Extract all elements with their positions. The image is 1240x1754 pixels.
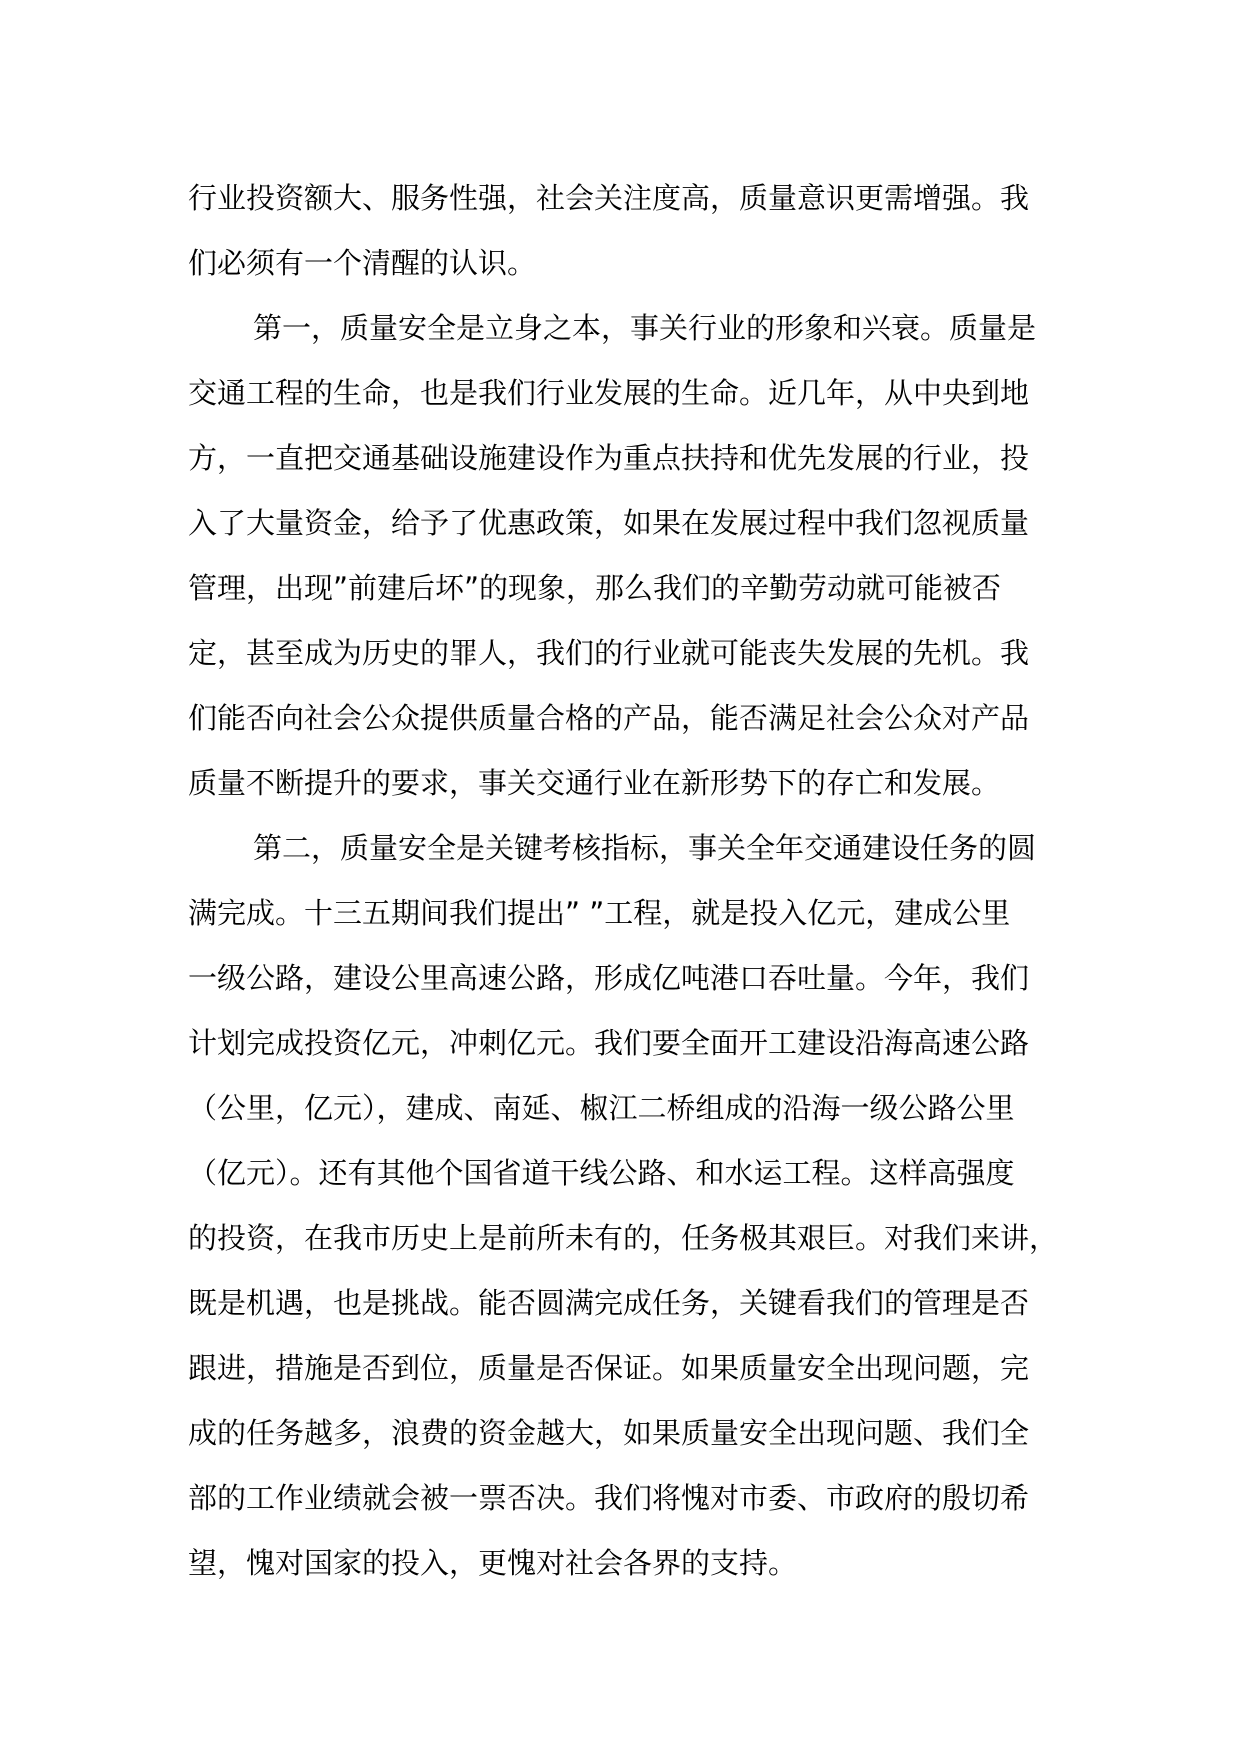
text-line: 们能否向社会公众提供质量合格的产品，能否满足社会公众对产品	[188, 701, 1030, 735]
text-line: 跟进，措施是否到位，质量是否保证。如果质量安全出现问题，完	[188, 1351, 1030, 1385]
document-body	[188, 166, 1088, 1596]
paragraph-second	[188, 816, 1088, 1596]
text-line: （亿元）。还有其他个国省道干线公路、和水运工程。这样高强度	[188, 1156, 1015, 1190]
text-line: 定，甚至成为历史的罪人，我们的行业就可能丧失发展的先机。我	[188, 636, 1030, 670]
text-line: 的投资，在我市历史上是前所未有的，任务极其艰巨。对我们来讲，	[188, 1221, 1059, 1255]
text-line: 交通工程的生命，也是我们行业发展的生命。近几年，从中央到地	[188, 376, 1030, 410]
text-line: 一级公路，建设公里高速公路，形成亿吨港口吞吐量。今年，我们	[188, 961, 1030, 995]
text-line: 入了大量资金，给予了优惠政策，如果在发展过程中我们忽视质量	[188, 506, 1030, 540]
text-line: 满完成。十三五期间我们提出” ”工程，就是投入亿元，建成公里	[188, 896, 1011, 930]
paragraph-intro	[188, 166, 1088, 296]
text-line: 第一，质量安全是立身之本，事关行业的形象和兴衰。质量是	[253, 311, 1037, 345]
text-line: 第二，质量安全是关键考核指标，事关全年交通建设任务的圆	[253, 831, 1037, 865]
text-line: 们必须有一个清醒的认识。	[188, 246, 537, 280]
text-line: 成的任务越多，浪费的资金越大，如果质量安全出现问题、我们全	[188, 1416, 1030, 1450]
text-line: 管理，出现”前建后坏”的现象，那么我们的辛勤劳动就可能被否	[188, 571, 1002, 605]
text-line: 质量不断提升的要求，事关交通行业在新形势下的存亡和发展。	[188, 766, 1001, 800]
text-line: 望，愧对国家的投入，更愧对社会各界的支持。	[188, 1546, 798, 1580]
text-line: 既是机遇，也是挑战。能否圆满完成任务，关键看我们的管理是否	[188, 1286, 1030, 1320]
text-line: 计划完成投资亿元，冲刺亿元。我们要全面开工建设沿海高速公路	[188, 1026, 1030, 1060]
text-line: （公里，亿元），建成、南延、椒江二桥组成的沿海一级公路公里	[188, 1091, 1015, 1125]
text-line: 部的工作业绩就会被一票否决。我们将愧对市委、市政府的殷切希	[188, 1481, 1030, 1515]
text-line: 方，一直把交通基础设施建设作为重点扶持和优先发展的行业，投	[188, 441, 1030, 475]
text-line: 行业投资额大、服务性强，社会关注度高，质量意识更需增强。我	[188, 181, 1030, 215]
paragraph-first	[188, 296, 1088, 816]
